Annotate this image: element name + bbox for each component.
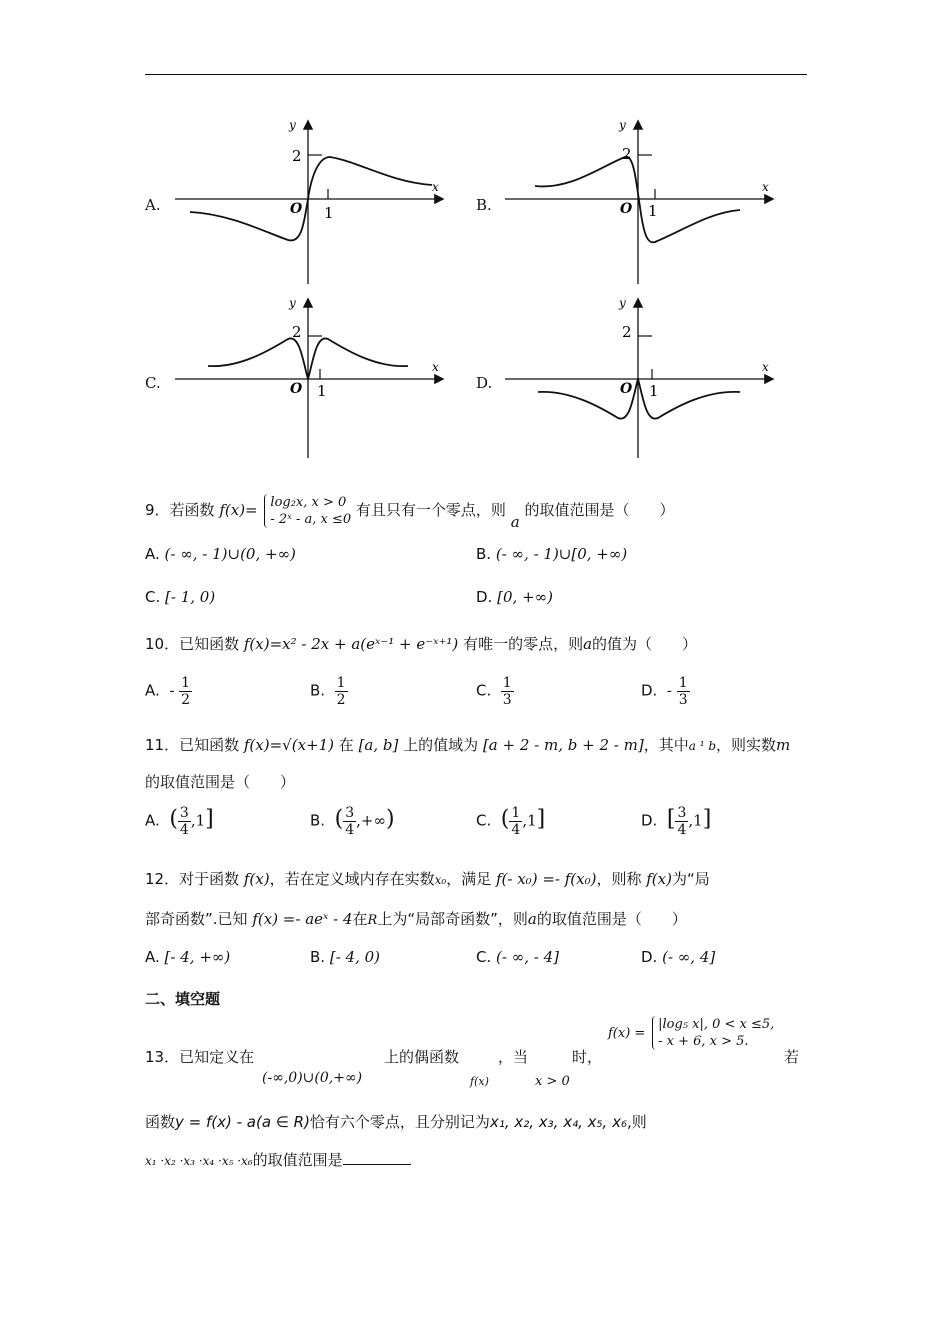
- q13-line3: 的取值范围是: [252, 1151, 343, 1169]
- q10-var: a: [583, 635, 593, 653]
- q12-option-a[interactable]: A. [- 4, +∞): [145, 948, 231, 966]
- q11-mid1: 在: [338, 736, 354, 754]
- q13-fdef: [608, 1016, 774, 1050]
- q9-case2: - 2ˣ - a, x ≤0: [270, 512, 352, 527]
- q10-expr: f(x)=x² - 2x + a(eˣ⁻¹ + e⁻ˣ⁺¹): [243, 635, 459, 653]
- question-12-line2: [145, 909, 687, 931]
- q12-mid4: 为“局: [671, 870, 710, 888]
- question-12: [145, 869, 710, 890]
- q13-line2a: 函数: [145, 1113, 176, 1131]
- graph-d: [500, 292, 790, 462]
- q12-x0: x₀: [434, 873, 447, 887]
- header-rule: [145, 74, 807, 75]
- graph-c-ylabel: y: [289, 296, 296, 310]
- q11-mid4: ，则实数: [716, 736, 777, 754]
- q10-prefix: 10．已知函数: [145, 635, 240, 653]
- q9-suffix: 有且只有一个零点，则: [355, 501, 506, 519]
- q9-option-b[interactable]: B. (- ∞, - 1)∪[0, +∞): [476, 545, 628, 563]
- q9-option-a[interactable]: A. (- ∞, - 1)∪(0, +∞): [145, 545, 296, 563]
- q12-mid2: ，满足: [446, 870, 492, 888]
- q10-option-c[interactable]: C. $\frac{1}{3}$: [476, 675, 512, 708]
- q13-piecewise: [652, 1016, 774, 1050]
- q11-expr: f(x)=√(x+1): [243, 736, 334, 754]
- graph-a-tick-x: 1: [324, 204, 334, 222]
- q12-option-d[interactable]: D. (- ∞, 4]: [641, 948, 716, 966]
- q12-R: R: [367, 913, 378, 928]
- q13-fdef-lhs: f(x) =: [608, 1026, 646, 1041]
- q12-line2b: 在: [352, 910, 368, 928]
- q11-interval: [a, b]: [358, 736, 399, 754]
- graph-b-origin: O: [620, 201, 633, 217]
- graph-a: [170, 112, 460, 288]
- q12-fx: f(x): [243, 870, 270, 888]
- graph-d-xlabel: x: [762, 360, 769, 374]
- q11-mid3: ，其中: [643, 736, 689, 754]
- q13-vars: x₁, x₂, x₃, x₄, x₅, x₆: [489, 1113, 627, 1131]
- q13-prefix: 13．已知定义在: [145, 1048, 255, 1066]
- question-13-line3: [145, 1150, 411, 1171]
- graph-b-ylabel: y: [619, 118, 626, 132]
- graph-c-tick-x: 1: [317, 382, 327, 400]
- graph-d-letter: D.: [476, 374, 493, 392]
- q12-mid3: ，则称: [596, 870, 642, 888]
- graph-a-origin: O: [290, 201, 303, 217]
- q12-line2c: 上为“局部奇函数”，则: [377, 910, 528, 928]
- question-9: [145, 494, 675, 531]
- graph-c-tick-y: 2: [292, 323, 302, 341]
- graph-c: [170, 292, 460, 462]
- graph-a-tick-y: 2: [292, 147, 302, 165]
- q12-option-b[interactable]: B. [- 4, 0): [310, 948, 381, 966]
- q9-option-d[interactable]: D. [0, +∞): [476, 588, 553, 606]
- graph-a-xlabel: x: [432, 180, 439, 194]
- q13-answer-blank[interactable]: [343, 1150, 411, 1165]
- question-10: [145, 634, 697, 654]
- graph-c-xlabel: x: [432, 360, 439, 374]
- graph-d-origin: O: [620, 381, 633, 397]
- q9-option-c[interactable]: C. [- 1, 0): [145, 588, 216, 606]
- q11-cond: a ¹ b: [688, 739, 716, 753]
- graph-d-tick-x: 1: [649, 382, 659, 400]
- q13-mid4: 若: [784, 1048, 800, 1066]
- graph-b-tick-x: 1: [648, 202, 658, 220]
- q11-var: m: [776, 736, 791, 754]
- question-13-line2: [145, 1112, 647, 1132]
- graph-a-letter: A.: [145, 196, 161, 214]
- q10-tail: 的值为（ ）: [592, 635, 698, 653]
- question-11: [145, 735, 790, 756]
- q13-expr: y = f(x) - a(a ∈ R): [175, 1113, 310, 1131]
- q11-line2: 的取值范围是（ ）: [145, 773, 296, 791]
- q9-prefix: 9．若函数: [145, 501, 215, 519]
- q13-mid2: ，当: [498, 1048, 529, 1066]
- q9-tail: 的取值范围是（ ）: [524, 501, 675, 519]
- q10-suffix: 有唯一的零点，则: [463, 635, 584, 653]
- q13-line2b: 恰有六个零点，且分别记为: [309, 1113, 490, 1131]
- q11-option-b[interactable]: B. ( $\frac{3}{4}$ ,+∞): [310, 805, 395, 838]
- q13-mid3: 时，: [572, 1048, 603, 1066]
- q9-var: a: [510, 513, 520, 531]
- section-title: 二、填空题: [145, 990, 221, 1008]
- q13-product: x₁ ·x₂ ·x₃ ·x₄ ·x₅ ·x₆: [145, 1154, 253, 1168]
- q13-case2: - x + 6, x > 5.: [658, 1034, 749, 1049]
- q11-option-d[interactable]: D. [ $\frac{3}{4}$ ,1]: [641, 805, 712, 838]
- graph-b-tick-y: 2: [622, 145, 632, 163]
- q11-mid2: 上的值域为: [403, 736, 479, 754]
- q11-prefix: 11．已知函数: [145, 736, 240, 754]
- q12-var: a: [527, 910, 537, 928]
- q11-option-c[interactable]: C. ( $\frac{1}{4}$ ,1]: [476, 805, 546, 838]
- q9-piecewise: [264, 494, 351, 528]
- graph-d-ylabel: y: [619, 296, 626, 310]
- q12-eq: f(- x₀) =- f(x₀): [495, 870, 597, 888]
- q11-range: [a + 2 - m, b + 2 - m]: [482, 736, 644, 754]
- graph-b-xlabel: x: [762, 180, 769, 194]
- q12-prefix: 12．对于函数: [145, 870, 240, 888]
- q10-option-d[interactable]: D. - $\frac{1}{3}$: [641, 675, 688, 708]
- graph-d-tick-y: 2: [622, 323, 632, 341]
- q13-cond: x > 0: [535, 1074, 570, 1089]
- q10-option-b[interactable]: B. $\frac{1}{2}$: [310, 675, 346, 708]
- q13-fx: f(x): [470, 1075, 489, 1088]
- q13-domain: (-∞,0)∪(0,+∞): [262, 1070, 363, 1086]
- q9-case1: log₂x, x > 0: [270, 495, 347, 510]
- q10-option-a[interactable]: A. - $\frac{1}{2}$: [145, 675, 191, 708]
- q12-line2a: 部奇函数”.已知: [145, 910, 248, 928]
- q13-case1: |log₅ x|, 0 < x ≤5,: [658, 1017, 775, 1032]
- q13-mid1: 上的偶函数: [384, 1048, 460, 1066]
- graph-c-origin: O: [290, 381, 303, 397]
- q12-fx2: f(x): [646, 870, 672, 888]
- q12-option-c[interactable]: C. (- ∞, - 4]: [476, 948, 559, 966]
- q12-mid1: ，若在定义域内存在实数: [269, 870, 435, 888]
- graph-b: [500, 112, 790, 288]
- graph-c-letter: C.: [145, 374, 161, 392]
- q11-option-a[interactable]: A. ( $\frac{3}{4}$ ,1]: [145, 805, 214, 838]
- q12-line2d: 的取值范围是（ ）: [536, 910, 687, 928]
- q13-line2c: ,则: [626, 1113, 647, 1131]
- graph-a-ylabel: y: [289, 118, 296, 132]
- q12-expr: f(x) =- aeˣ - 4: [252, 910, 353, 928]
- graph-b-letter: B.: [476, 196, 492, 214]
- q9-fx: f(x)=: [219, 501, 258, 519]
